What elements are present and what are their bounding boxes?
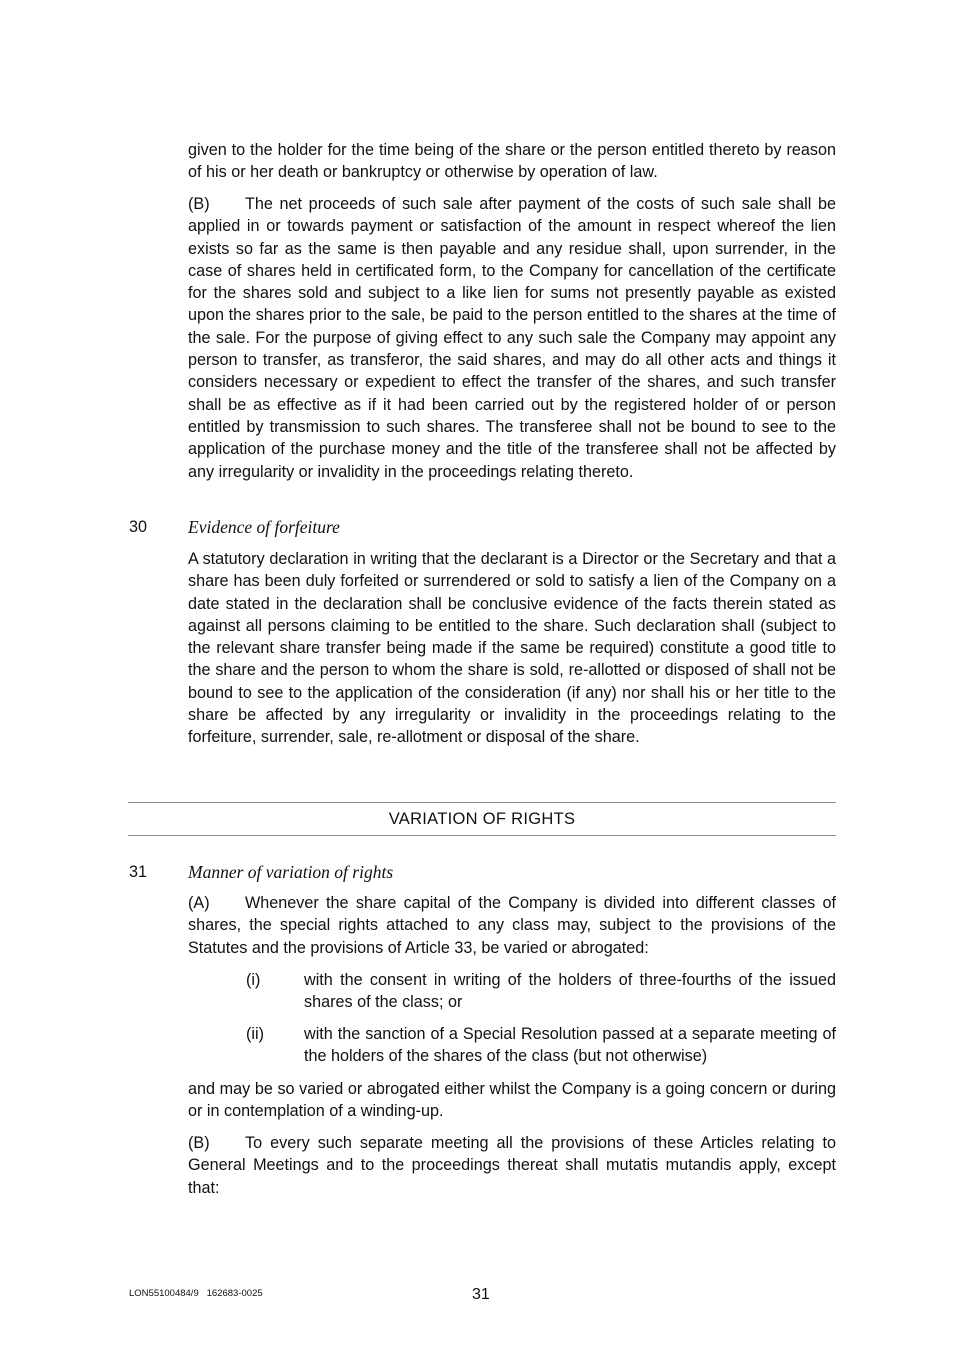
article-31-paragraph-b — [188, 1132, 836, 1199]
paragraph-text: To every such separate meeting all the provisions of these Articles relating to General Meetings and to the proceedings thereat shall mutatis mutandis apply, except that: — [188, 1134, 836, 1197]
continuation-paragraph: given to the holder for the time being of the share or the person entitled thereto by reason of his or her death or bankruptcy or otherwise by operation of law. — [188, 141, 836, 182]
section-rule-bottom — [128, 835, 836, 836]
article-30-text: A statutory declaration in writing that the declarant is a Director or the Secretary and that a share has been duly forfeited or surrendered or sold to satisfy a lien of the Company on a date stated in the declaration shall be conclusive evidence of the facts therein stated as against all persons claiming to be entitled to the share. Such declaration shall (subject to the relevant share transfer being made if the same be required) constitute a good title to the share and the person to whom the share is sold, re-allotted or disposed of shall not be bound to see to the application of the consideration (if any) nor shall his or her title to the share be affected by any irregularity or invalidity in the proceedings relating to the forfeiture, surrender, sale, re-allotment or disposal of the share. — [188, 550, 836, 747]
section-rule-top — [128, 802, 836, 803]
subitem-text: with the consent in writing of the holders of three-fourths of the issued shares of the class; or — [304, 971, 836, 1012]
article-31-heading: Manner of variation of rights — [188, 862, 394, 882]
page-number: 31 — [472, 1286, 490, 1303]
paragraph-label: (B) — [188, 195, 210, 213]
subitem-text: with the sanction of a Special Resolution passed at a separate meeting of the holders of the shares of the class (but not otherwise) — [304, 1025, 836, 1066]
paragraph-label: (A) — [188, 894, 210, 912]
article-31-number: 31 — [129, 863, 148, 881]
footer-reference: LON55100484/9 162683-0025 — [129, 1288, 263, 1299]
paragraph-label: (B) — [188, 1134, 210, 1152]
section-title: VARIATION OF RIGHTS — [388, 810, 576, 828]
paragraph-text: Whenever the share capital of the Company is divided into different classes of shares, the special rights attached to any class may, subject to the provisions of the Statutes and the provisions of Article 33, be varied or abrogated: — [188, 894, 836, 957]
article-30-heading: Evidence of forfeiture — [188, 517, 340, 537]
subitem-label: (ii) — [246, 1025, 264, 1043]
subitem-label: (i) — [246, 971, 261, 989]
paragraph-text: The net proceeds of such sale after payment of the costs of such sale shall be applied in or towards payment or satisfaction of the amount in respect whereof the lien exists so far as the same is then payable and any residue shall, upon surrender, in the case of shares held in certificated form, to the Company for cancellation of the certificate for the shares sold and subject to a like lien for sums not presently payable as existed upon the shares prior to the sale, be paid to the person entitled to the shares at the time of the sale. For the purpose of giving effect to any such sale the Company may appoint any person to transfer, as transferor, the said shares, and may do all other acts and things it considers necessary or expedient to effect the transfer of the shares, and such transfer shall be as effective as if it had been carried out by the registered holder of or person entitled by transmission to such shares. The transferee shall not be bound to see to the application of the purchase money and the title of the transferee shall not be affected by any irregularity or invalidity in the proceedings relating thereto. — [188, 195, 836, 481]
article-30-number: 30 — [129, 518, 148, 536]
article-31-paragraph-a — [188, 892, 836, 959]
paragraph-b-lien-sale — [188, 193, 836, 483]
article-31-closing-text: and may be so varied or abrogated either whilst the Company is a going concern or during or in contemplation of a winding-up. — [188, 1080, 836, 1121]
